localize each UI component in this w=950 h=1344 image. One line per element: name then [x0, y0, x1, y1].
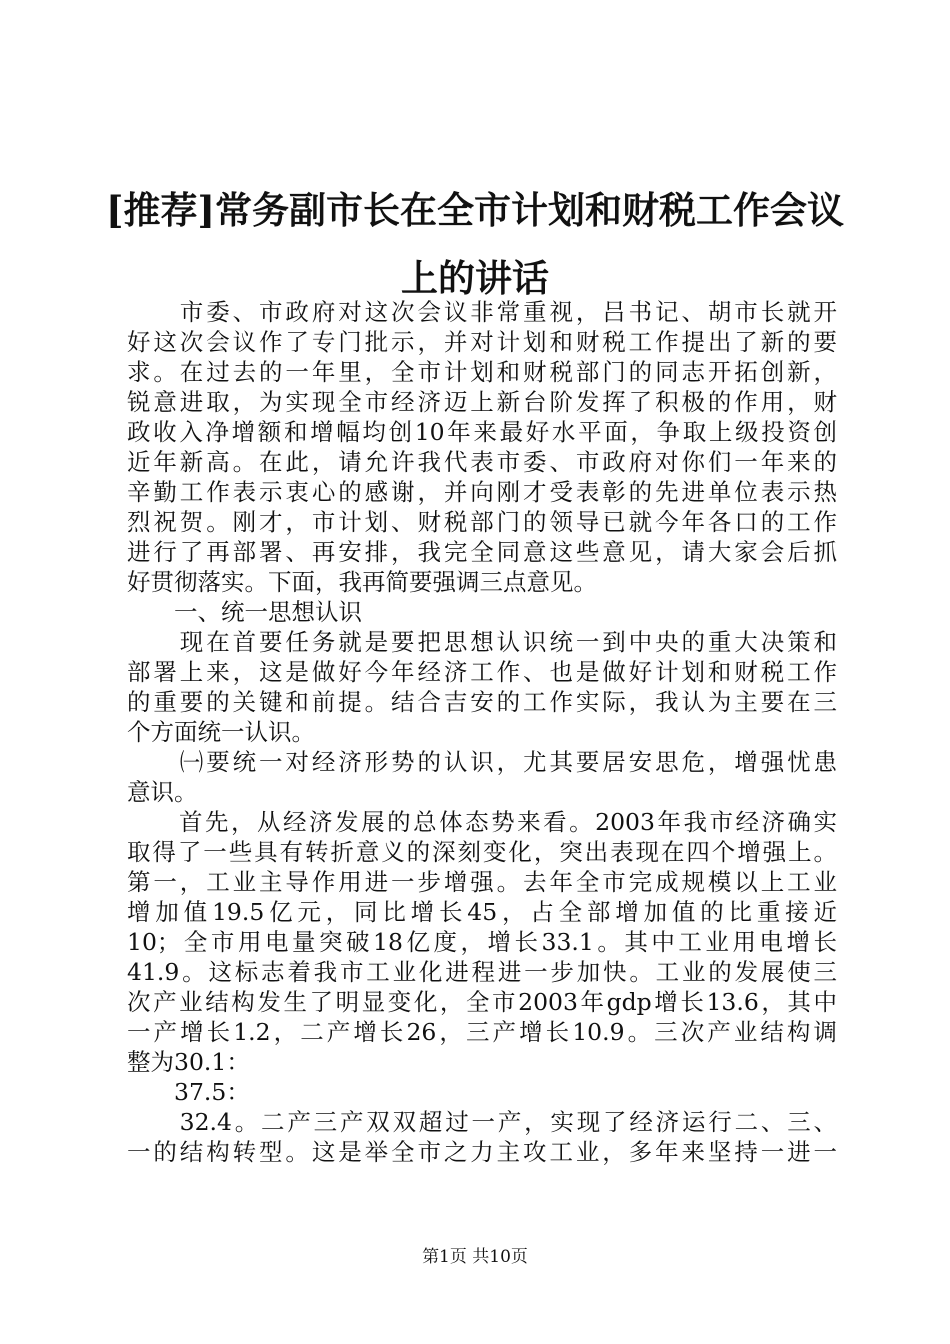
body-text-line: 部署上来，这是做好今年经济工作、也是做好计划和财税工作 — [127, 658, 837, 686]
body-text-line: 个方面统一认识。 — [127, 718, 315, 746]
body-text-line: 锐意进取，为实现全市经济迈上新台阶发挥了积极的作用，财 — [127, 388, 837, 416]
body-text-line: 37.5： — [127, 1078, 250, 1106]
body-text-line: 政收入净增额和增幅均创10年来最好水平面，争取上级投资创 — [127, 418, 837, 446]
body-text-line: 41.9。这标志着我市工业化进程进一步加快。工业的发展使三 — [127, 958, 837, 986]
body-text-line: 好贯彻落实。下面，我再简要强调三点意见。 — [127, 568, 597, 596]
body-text-line: 进行了再部署、再安排，我完全同意这些意见，请大家会后抓 — [127, 538, 837, 566]
body-text-line: 一产增长1.2，二产增长26，三产增长10.9。三次产业结构调 — [127, 1018, 837, 1046]
body-text-line: 首先，从经济发展的总体态势来看。2003年我市经济确实 — [127, 808, 837, 836]
body-text-line: 的重要的关键和前提。结合吉安的工作实际，我认为主要在三 — [127, 688, 837, 716]
body-text-line: 增加值19.5亿元，同比增长45，占全部增加值的比重接近 — [127, 898, 837, 926]
body-text-line: 求。在过去的一年里，全市计划和财税部门的同志开拓创新， — [127, 358, 837, 386]
body-text-line: 一的结构转型。这是举全市之力主攻工业，多年来坚持一进一 — [127, 1138, 837, 1166]
body-text-line: 好这次会议作了专门批示，并对计划和财税工作提出了新的要 — [127, 328, 837, 356]
body-text-line: 第一，工业主导作用进一步增强。去年全市完成规模以上工业 — [127, 868, 837, 896]
body-text-line: 近年新高。在此，请允许我代表市委、市政府对你们一年来的 — [127, 448, 837, 476]
document-title-line-1: [推荐]常务副市长在全市计划和财税工作会议 — [105, 188, 844, 232]
body-text-line: 整为30.1： — [127, 1048, 250, 1076]
body-text-line: 取得了一些具有转折意义的深刻变化，突出表现在四个增强上。 — [127, 838, 837, 866]
body-text-line: 一、统一思想认识 — [127, 598, 362, 626]
body-text-line: 市委、市政府对这次会议非常重视，吕书记、胡市长就开 — [127, 298, 837, 326]
document-title-line-2: 上的讲话 — [401, 256, 549, 300]
body-text-line: ㈠要统一对经济形势的认识，尤其要居安思危，增强忧患 — [127, 748, 837, 776]
document-body — [127, 297, 837, 1167]
body-text-line: 意识。 — [127, 778, 198, 806]
body-text-line: 次产业结构发生了明显变化，全市2003年gdp增长13.6，其中 — [127, 988, 837, 1016]
body-text-line: 现在首要任务就是要把思想认识统一到中央的重大决策和 — [127, 628, 837, 656]
body-text-line: 烈祝贺。刚才，市计划、财税部门的领导已就今年各口的工作 — [127, 508, 837, 536]
body-text-line: 辛勤工作表示衷心的感谢，并向刚才受表彰的先进单位表示热 — [127, 478, 837, 506]
page-footer: 第1页 共10页 — [422, 1247, 528, 1267]
body-text-line: 32.4。二产三产双双超过一产，实现了经济运行二、三、 — [127, 1108, 837, 1136]
body-text-line: 10；全市用电量突破18亿度，增长33.1。其中工业用电增长 — [127, 928, 837, 956]
